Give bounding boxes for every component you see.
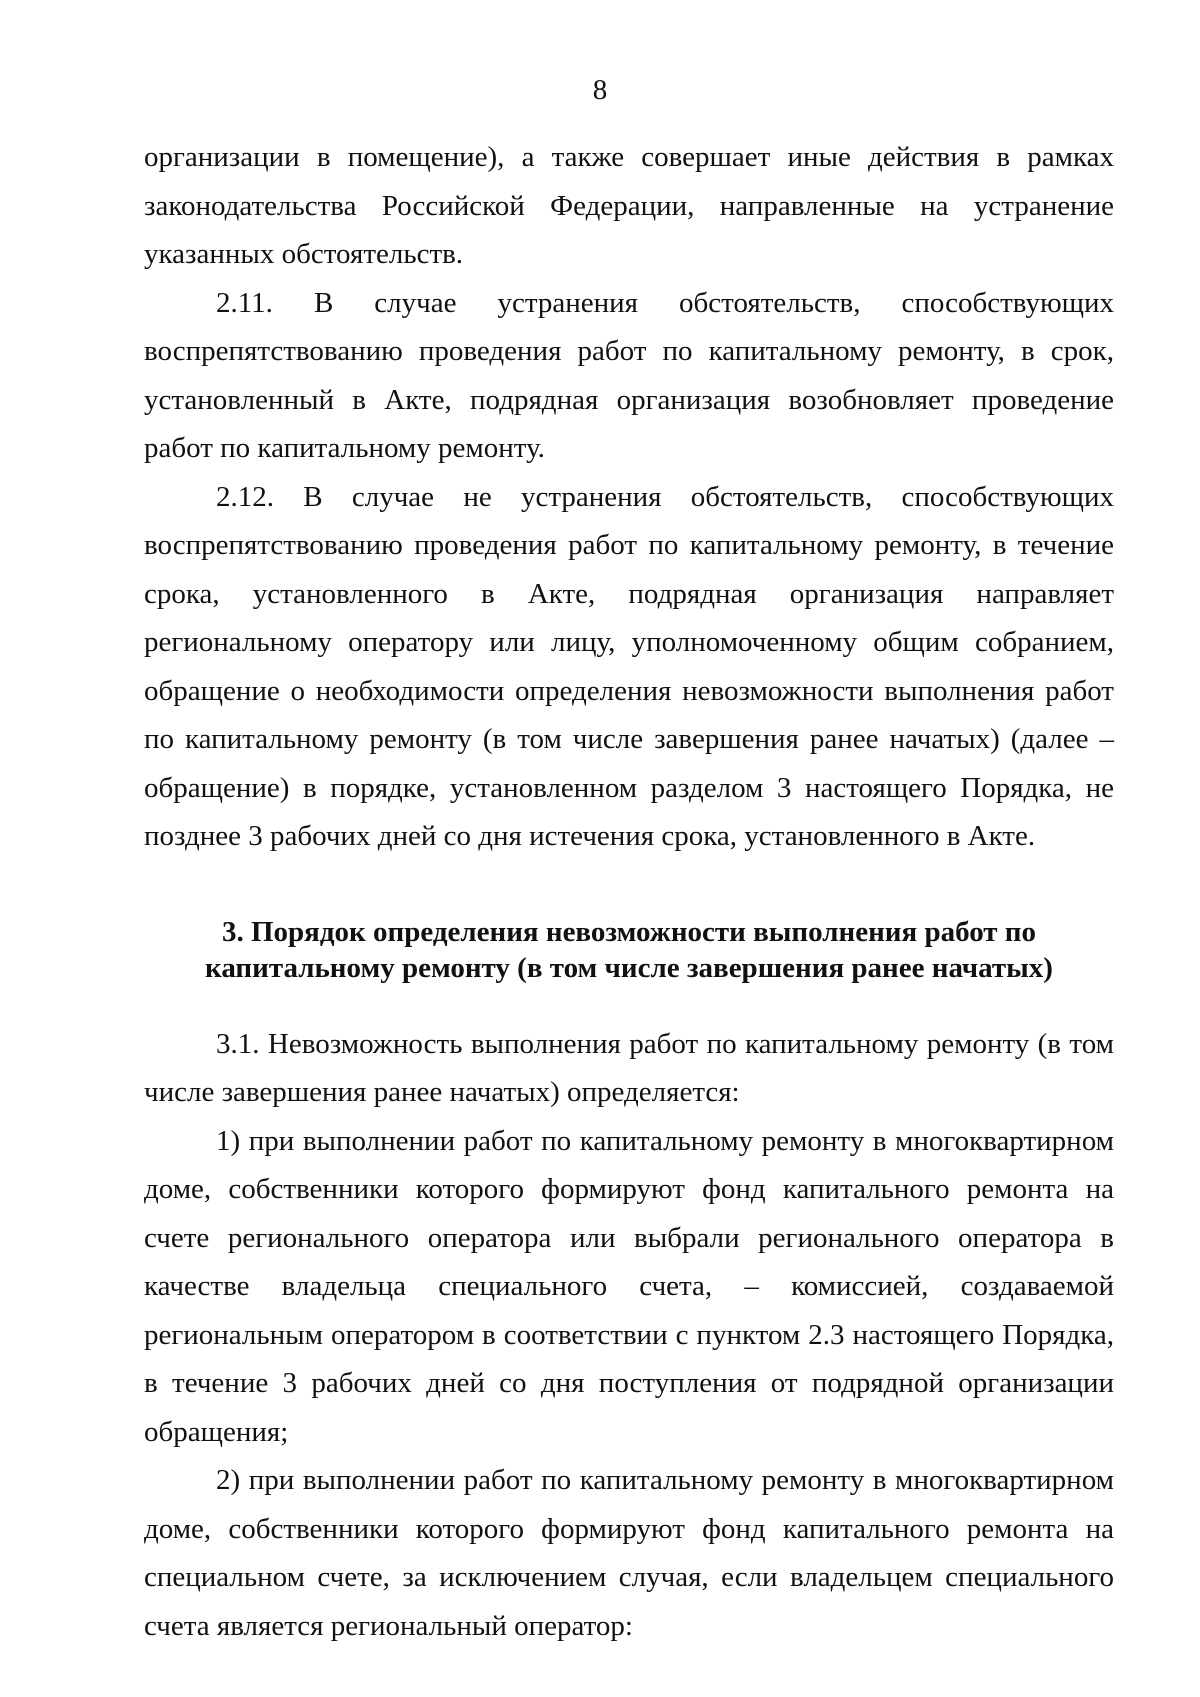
paragraph-3-1: 3.1. Невозможность выполнения работ по капитальному ремонту (в том числе завершения ранее начатых) определяется: (144, 1027, 1114, 1108)
paragraph-item-2: 2) при выполнении работ по капитальному ремонту в многоквартирном доме, собственники которого формируют фонд капитального ремонта на специальном счете, за исключением случая, если владельцем специального счета является региональный оператор: (144, 1464, 1114, 1642)
section-heading (144, 914, 1114, 986)
document-body (144, 133, 1114, 1650)
section-heading-line-2: капитальному ремонту (в том числе завершения ранее начатых) (205, 951, 1053, 984)
paragraph-item-1: 1) при выполнении работ по капитальному ремонту в многоквартирном доме, собственники которого формируют фонд капитального ремонта на счете регионального оператора или выбрали регионального оператора в качестве владельца специального счета, – комиссией, создаваемой региональным оператором в соответствии с пунктом 2.3 настоящего Порядка, в течение 3 рабочих дней со дня поступления от подрядной организации обращения; (144, 1124, 1114, 1448)
section-heading-line-1: 3. Порядок определения невозможности выполнения работ по (221, 915, 1037, 948)
paragraph-continuation: организации в помещение), а также совершает иные действия в рамках законодательства Российской Федерации, направленные на устранение указанных обстоятельств. (144, 141, 1114, 270)
paragraph-2-11: 2.11. В случае устранения обстоятельств, способствующих воспрепятствованию проведения работ по капитальному ремонту, в срок, установленный в Акте, подрядная организация возобновляет проведение работ по капитальному ремонту. (144, 286, 1114, 464)
paragraph-2-12: 2.12. В случае не устранения обстоятельств, способствующих воспрепятствованию проведения работ по капитальному ремонту, в течение срока, установленного в Акте, подрядная организация направляет региональному оператору или лицу, уполномоченному общим собранием, обращение о необходимости определения невозможности выполнения работ по капитальному ремонту (в том числе завершения ранее начатых) (далее – обращение) в порядке, установленном разделом 3 настоящего Порядка, не позднее 3 рабочих дней со дня истечения срока, установленного в Акте. (144, 480, 1114, 852)
page-number: 8 (592, 74, 608, 106)
